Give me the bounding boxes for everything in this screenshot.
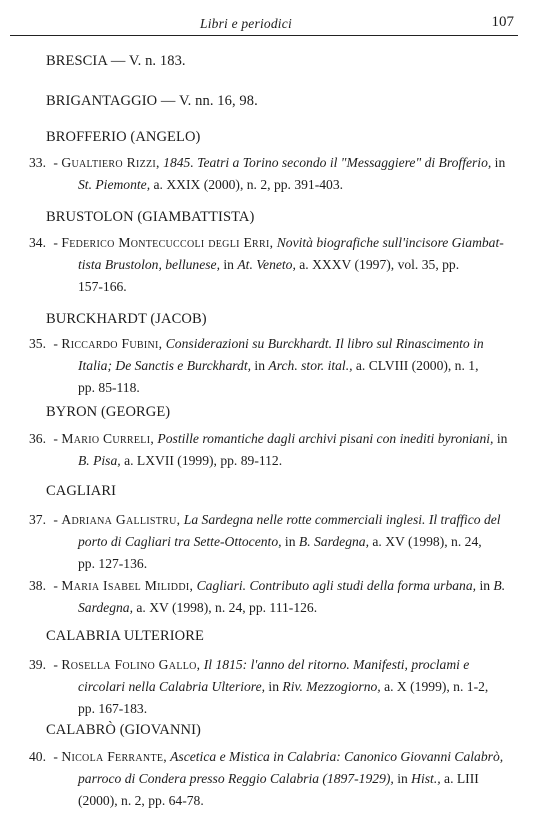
- entry-number: 36.: [29, 431, 46, 446]
- entry-line: [20, 575, 506, 597]
- heading-brustolon: BRUSTOLON (GIAMBATTISTA): [46, 209, 255, 225]
- entry-dash: -: [50, 155, 62, 170]
- entry-number: 39.: [29, 657, 46, 672]
- entry-title: parroco di Condera presso Reggio Calabria (1897-1929),: [78, 771, 394, 786]
- entry-line: [20, 509, 502, 531]
- entry-line: [20, 276, 502, 298]
- heading-brofferio: BROFFERIO (ANGELO): [46, 129, 201, 145]
- entry-author: Nicola Ferrante,: [61, 749, 167, 764]
- heading-cagliari: CAGLIARI: [46, 483, 117, 499]
- entry-dash: -: [50, 431, 62, 446]
- entry-text: in: [219, 257, 238, 272]
- entry-dash: -: [50, 749, 62, 764]
- entry-36: [20, 428, 508, 472]
- entry-text: in: [491, 155, 506, 170]
- entry-author: Adriana Gallistru,: [61, 512, 181, 527]
- entry-author: Mario Curreli,: [61, 431, 155, 446]
- entry-35: [20, 333, 502, 399]
- heading-byron: BYRON (GEORGE): [46, 404, 171, 420]
- running-title: Libri e periodici: [200, 16, 292, 31]
- entry-line: [20, 254, 502, 276]
- entry-number: 35.: [29, 336, 46, 351]
- entry-author: Maria Isabel Miliddi,: [61, 578, 194, 593]
- entry-text: in: [265, 679, 283, 694]
- entry-line: [20, 333, 502, 355]
- entry-line: [20, 174, 502, 196]
- heading-burckhardt: BURCKHARDT (JACOB): [46, 311, 207, 327]
- entry-text: a. LXVII (1999), pp. 89-112.: [120, 453, 283, 468]
- entry-line: [20, 676, 502, 698]
- entry-line: [20, 553, 502, 575]
- entry-title: Il 1815: l'anno del ritorno. Manifesti, proclami e: [200, 657, 470, 672]
- entry-line: [20, 790, 502, 812]
- entry-line: [20, 428, 508, 450]
- entry-text: in: [281, 534, 299, 549]
- page-number: 107: [491, 14, 514, 30]
- entry-39: [20, 654, 502, 720]
- entry-line: [20, 698, 502, 720]
- entry-number: 33.: [29, 155, 46, 170]
- running-head: [0, 8, 550, 38]
- entry-title: circolari nella Calabria Ulteriore,: [78, 679, 266, 694]
- entry-text: a. LIII: [440, 771, 479, 786]
- entry-title: Italia; De Sanctis e Burckhardt,: [78, 358, 252, 373]
- entry-journal: Riv. Mezzogiorno,: [282, 679, 381, 694]
- entry-text: a. XV (1998), n. 24, pp. 111-126.: [133, 600, 318, 615]
- entry-34: [20, 232, 502, 298]
- entry-line: [20, 152, 506, 174]
- entry-text: pp. 85-118.: [78, 380, 140, 395]
- entry-dash: -: [50, 336, 62, 351]
- entry-journal: B.: [493, 578, 506, 593]
- header-rule: [10, 35, 518, 36]
- entry-line: [20, 768, 502, 790]
- entry-line: [20, 746, 502, 768]
- entry-author: Federico Montecuccoli degli Erri,: [61, 235, 274, 250]
- entry-dash: -: [50, 578, 62, 593]
- entry-text: a. XV (1998), n. 24,: [369, 534, 482, 549]
- entry-dash: -: [50, 657, 62, 672]
- entry-journal: Arch. stor. ital.,: [268, 358, 353, 373]
- heading-calabria-ulteriore: CALABRIA ULTERIORE: [46, 628, 204, 644]
- entry-line: [20, 654, 502, 676]
- entry-author: Riccardo Fubini,: [61, 336, 163, 351]
- entry-37: [20, 509, 502, 575]
- entry-line: [20, 232, 502, 254]
- entry-journal: St. Piemonte,: [78, 177, 151, 192]
- entry-journal: At. Veneto,: [237, 257, 296, 272]
- entry-text: a. X (1999), n. 1-2,: [380, 679, 489, 694]
- entry-text: a. XXXV (1997), vol. 35, pp.: [295, 257, 460, 272]
- entry-title: Postille romantiche dagli archivi pisani con inediti byroniani,: [154, 431, 494, 446]
- entry-journal: Hist.,: [411, 771, 441, 786]
- entry-33: [20, 152, 506, 196]
- entry-author: Gualtiero Rizzi,: [61, 155, 160, 170]
- entry-text: pp. 127-136.: [78, 556, 148, 571]
- entry-number: 34.: [29, 235, 46, 250]
- entry-line: [20, 450, 502, 472]
- entry-line: [20, 377, 502, 399]
- entry-text: 157-166.: [78, 279, 127, 294]
- entry-title: Ascetica e Mistica in Calabria: Canonico Giovanni Calabrò,: [166, 749, 504, 764]
- entry-title: 1845. Teatri a Torino secondo il "Messaggiere" di Brofferio,: [159, 155, 492, 170]
- entry-line: [20, 355, 502, 377]
- entry-author: Rosella Folino Gallo,: [61, 657, 201, 672]
- entry-number: 40.: [29, 749, 46, 764]
- entry-dash: -: [50, 235, 62, 250]
- entry-title: Novità biografiche sull'incisore Giambat-: [273, 235, 504, 250]
- entry-line: [20, 597, 502, 619]
- entry-number: 38.: [29, 578, 46, 593]
- entry-text: a. CLVIII (2000), n. 1,: [352, 358, 479, 373]
- entry-title: tista Brustolon, bellunese,: [78, 257, 220, 272]
- entry-text: in: [493, 431, 508, 446]
- heading-brescia: BRESCIA — V. n. 183.: [46, 53, 186, 69]
- entry-text: in: [393, 771, 412, 786]
- entry-title: Considerazioni su Burckhardt. Il libro sul Rinascimento in: [162, 336, 484, 351]
- entry-number: 37.: [29, 512, 46, 527]
- entry-dash: -: [50, 512, 62, 527]
- entry-text: in: [251, 358, 269, 373]
- entry-text: in: [476, 578, 494, 593]
- heading-calabro: CALABRÒ (GIOVANNI): [46, 722, 201, 738]
- entry-journal: Sardegna,: [78, 600, 133, 615]
- entry-40: [20, 746, 502, 812]
- entry-title: La Sardegna nelle rotte commerciali inglesi. Il traffico del: [180, 512, 501, 527]
- entry-title: porto di Cagliari tra Sette-Ottocento,: [78, 534, 282, 549]
- entry-line: [20, 531, 502, 553]
- entry-journal: B. Pisa,: [78, 453, 121, 468]
- entry-38: [20, 575, 506, 619]
- entry-title: Cagliari. Contributo agli studi della forma urbana,: [193, 578, 477, 593]
- entry-journal: B. Sardegna,: [298, 534, 369, 549]
- entry-text: (2000), n. 2, pp. 64-78.: [78, 793, 204, 808]
- heading-brigantaggio: BRIGANTAGGIO — V. nn. 16, 98.: [46, 93, 258, 109]
- entry-text: pp. 167-183.: [78, 701, 148, 716]
- entry-text: a. XXIX (2000), n. 2, pp. 391-403.: [150, 177, 344, 192]
